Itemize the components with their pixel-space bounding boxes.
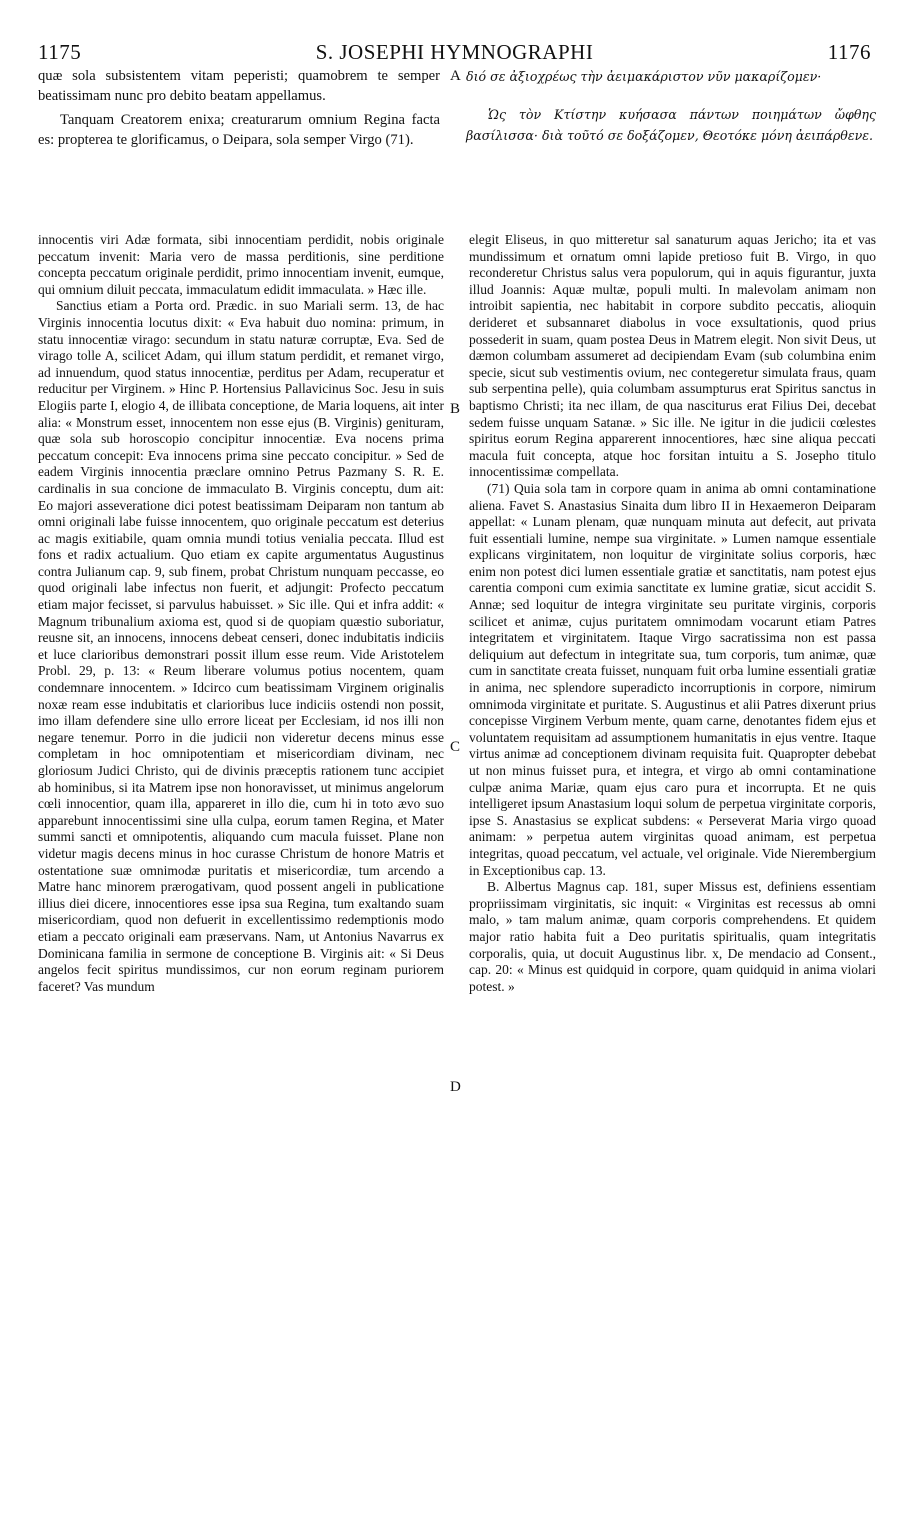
running-title: S. JOSEPHI HYMNOGRAPHI (315, 40, 594, 64)
section-marker-b: B (450, 401, 461, 417)
hymn-greek-stanza: Ὡς τὸν Κτίστην κυήσασα πάντων ποιημάτων ὤφθης βασίλισσα· διὰ τοῦτό σε δοξάζομεν, Θεοτόκε μόνη ἀειπάρθενε. (466, 107, 876, 143)
section-marker-c: C (450, 739, 461, 755)
hymn-latin-column (38, 66, 440, 154)
page-number-left: 1175 (38, 40, 82, 64)
hymn-latin-stanza: quæ sola subsistentem vitam peperisti; quamobrem te semper beatissimam nunc pro debito beatam appellamus. (38, 68, 440, 104)
commentary-paragraph: elegit Eliseus, in quo mitteretur sal sanaturum aquas Jericho; ita et vas mundissimum et ornatum omni lapide pretioso fuit B. Virgo, in quo reconderetur Christus salus vera populorum, qui in aquis figurantur, juxta illud Joannis: Aquæ multæ, populi multi. In malevolam animam non introibit sapientia, nec habitabit in corpore subdito peccatis, alioquin derideret et subsannaret diabolus in voce exsultationis, quod prius possederit in suam, quam postea Deus in Matrem elegit. Non sivit Deus, ut dæmon columbam assumeret ad decipiendam Evam (sub columbina enim specie, sicut sub vestimentis ovium, nec contegeretur simulata fraus, quam sub serpentina pelle), quia columbam assumpturus erat Spiritus sanctus in baptismo Christi; ita nec illam, de qua nasciturus erat Filius Dei, decebat sedem fuisse unquam Satanæ. » Sic ille. Ne igitur in die judicii cœlestes spiritus eorum Regina apparerent innocentiores, hæc sine aliqua peccati macula fuit concepta, atque hoc forsitan intuitu a S. Josepho titulo innocentissimæ compellata. (469, 232, 876, 480)
commentary-left-column (38, 232, 444, 995)
commentary-paragraph: innocentis viri Adæ formata, sibi innocentiam perdidit, nobis originale peccatum invenit: Maria vero de massa perditionis, sine perditione concepta peccatum originale perdidit, primo innocentiam invenit, eumque, qui omnium diluit peccata, immaculatum edidit immaculata. » Hæc ille. (38, 232, 444, 297)
commentary-paragraph: Sanctius etiam a Porta ord. Prædic. in suo Mariali serm. 13, de hac Virginis innocentia locutus dixit: « Eva habuit duo nomina: primum, in statu innocentiæ virago: secundum in statu naturæ corruptæ, Eva. Sed de virago tolle A, scilicet Adam, qui illum statum perdidit, et remanet virgo, ad innuendum, quod status innocentiæ, perditus per Adam, recuperatur et reducitur per Virginem. » Hinc P. Hortensius Pallavicinus Soc. Jesu in suis Elogiis parte I, elogio 4, de illibata conceptione, de Maria loquens, ait inter alia: « Monstrum esset, innocentem non esse ejus (B. Virginis) genituram, quæ sola sub horoscopio concipitur innocentiæ. Eva nocens prima peccatum concepit: Eva innocens prima sine peccato concipitur. » Sed de eadem Virginis innocentia præclare omnino Petrus Pazmany S. R. E. cardinalis in sua concione de immaculato B. Virginis conceptu, dum ait: Eo majori asseveratione dici potest beatissimam Deiparam non tantum ab omni originali labe fuisse innocentem, quo originale peccatum est deterius ac magis exitiabile, quam omnia mundi totius venialia peccata. Illud est fons et radix actualium. Quo etiam ex capite argumentatus Augustinus contra Julianum cap. 9, sub finem, probat Christum nunquam peccasse, eo quod originali labe infectus non fuerit, et adjungit: Profecto peccatum etiam major fecisset, si parvulus habuisset. » Sic ille. Qui et infra addit: « Magnum tribunalium axioma est, quod si de quopiam quæstio suboriatur, reusne sit, an innocens, innocens debeat censeri, donec indubitatis indiciis et luce clarioribus demonstrari possit illum esse reum. Vide Aristotelem Probl. 29, p. 13: « Reum liberare volumus potius nocentem, quam condemnare innocentem. » Idcirco cum beatissimam Virginem originalis noxæ ream esse indubitatis et clarioribus luce indiciis ostendi non possit, imo illam defendere sine ullo errore liceat per Ecclesiam, id nos illi non negare tenemur. Porro in die judicii non videretur decens minus esse completam in hoc omnipotentiam et misericordiam divinam, nec gloriosum Judici Christo, qui de divinis præceptis rationem tunc accipiet ab hominibus, si ita Matrem ipse non honoravisset, ut minimus angelorum cœli innocentior, quam illa, appareret in illo die, cum hi in toto ævo suo apparebunt innocentissimi sine ulla culpa, eorum tamen Regina, et Mater summi sancti et omnipotentis, aliquando cum macula fuisset. Plane non videtur magis decens minus in hoc curasse Christum de honore Matris et ostentatione suæ omnimodæ puritatis et misericordiæ, tum arcendo a Matre hanc minorem prærogativam, quod possent angeli in publicatione illius diei dicere, innocentiores esse ipsa sua Regina, tum exaltando suam misericordiam, quod non defuerit in excellentissimo redemptionis modo etiam a peccato originali eam præservans. Nam, ut Antonius Navarrus ex Dominicana familia in sermone de conceptione B. Virginis ait: « Si Deus angelos fecit spiritus mundissimos, cur non eorum reginam puriorem faceret? Vas mundum (38, 298, 444, 994)
commentary-paragraph: B. Albertus Magnus cap. 181, super Missus est, definiens essentiam propriissimam virginitatis, sic inquit: « Virginitas est recessus ab omni malo, » tam malum animæ, quam corporis comprehendens. Et quidem major ratio habita fuit a Deo puritatis spiritualis, quam integritatis corporalis, quia, ut docuit Augustinus libr. x, De mendacio ad Consent., cap. 20: « Minus est quidquid in corpore, quam quidquid in anima violari potest. » (469, 879, 876, 994)
section-marker-d: D (450, 1079, 461, 1095)
hymn-greek-column (466, 66, 876, 163)
footnote-71: (71) Quia sola tam in corpore quam in anima ab omni contaminatione aliena. Favet S. Anastasius Sinaita dum libro II in Hexaemeron Deiparam appellat: « Lunam plenam, quæ nunquam minuta aut defecit, aut privata fuit essentiali lumine, nempe sua virginitate. » Lumen namque essentiale explicans virginitatem, non loquitur de virginitate solius corporis, hæc enim non potest dici lumen essentiale gratiæ et sanctitatis, nam potest ejus carentia componi cum eximia sanctitate ex lumine gratiæ, sicut accidit S. Annæ; sed loquitur de integra virginitate seu puritate virginis, corporis scilicet et animæ, cujus puritatem omnimodam vocarunt etiam Patres integritatem et virginitatem. Itaque Virgo sacratissima non est passa deliquium aut defectum in integritate sua, tum corporis, tum animæ, quæ cum in sanctitate creata fuisset, nunquam fuit orba lumine essentiali gratiæ in anima, nec splendore superadicto incorruptionis in corpore, nimirum omnimoda virginitate et puritate. S. Augustinus et alii Patres dixerunt prius concepisse Virginem Verbum mente, quam carne, denotantes fidem ejus et voluntatem requisitam ad assumptionem humanitatis in ejus ventre. Itaque virtus animæ ad conceptionem divinam requisita fuit. Quapropter debebat ut non minus fuisset pura, et integra, et virgo ab omni contaminatione culpæ anima Mariæ, quam ejus caro pura et incorrupta. Et ne quis intelligeret ipsum Anastasium loqui solum de perpetua virginitate corporis, ipse S. Anastasius se explicat subdens: « Perseverat Maria virgo quoad animam: » perpetua autem virginitas quoad animam, est perpetua integritas, quoad peccatum, vel actuale, vel originale. Vide Nierembergium in Exceptionibus cap. 13. (469, 480, 876, 878)
page-number-right: 1176 (827, 40, 871, 64)
hymn-latin-stanza: Tanquam Creatorem enixa; creaturarum omnium Regina facta es: propterea te glorificamus, o Deipara, sola semper Virgo (71). (38, 112, 440, 148)
hymn-greek-stanza: διό σε ἀξιοχρέως τὴν ἀειμακάριστον νῦν μακαρίζομεν· (466, 69, 822, 84)
section-marker-a: A (450, 68, 461, 84)
commentary-right-column (469, 232, 876, 995)
